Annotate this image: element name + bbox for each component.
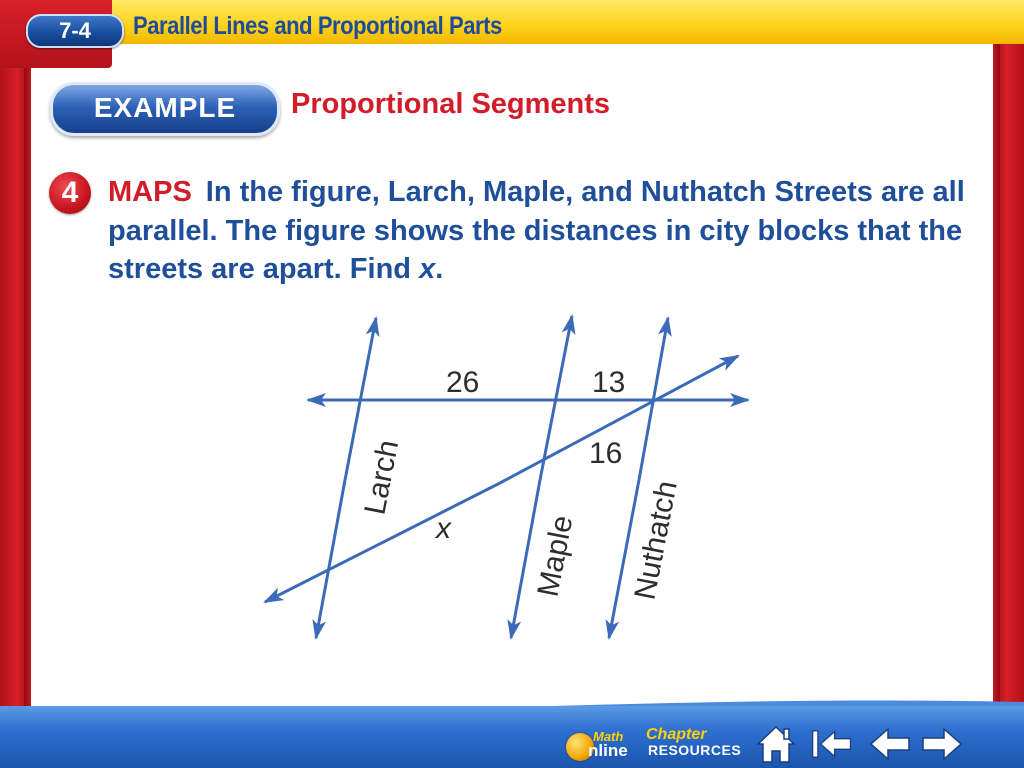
chapter-resources-button[interactable] [646,727,741,757]
problem-text-main: In the figure, Larch, Maple, and Nuthatch Streets are all parallel. The figure shows the distances in city blocks that the streets are apart. Find [108,176,965,285]
maple-street-line-upper [540,316,572,480]
previous-slide-icon[interactable] [868,722,912,766]
label-nuthatch: Nuthatch [628,478,684,603]
example-title: Proportional Segments [291,88,611,120]
label-x: x [436,512,451,545]
label-13: 13 [592,366,626,399]
problem-text-end: . [435,253,444,285]
example-badge: EXAMPLE [50,82,280,136]
first-slide-icon[interactable] [810,722,854,766]
problem-variable: x [419,253,436,285]
label-maple: Maple [531,512,580,600]
lesson-title: Parallel Lines and Proportional Parts [133,12,502,40]
larch-street-line-lower [316,480,345,638]
maple-street-line-lower [511,480,540,638]
problem-keyword: MAPS [108,176,192,208]
math-online-button[interactable] [566,727,638,763]
chapter-resources-label-bottom: RESOURCES [648,742,742,758]
lesson-number-badge: 7-4 [26,14,124,48]
next-slide-icon[interactable] [920,722,964,766]
nuthatch-street-line-lower [609,480,639,638]
chapter-resources-label-top: Chapter [646,726,707,743]
label-16: 16 [589,437,623,470]
math-online-label-bottom: nline [588,741,628,760]
label-26: 26 [446,366,480,399]
math-online-label-top: Math [593,729,624,744]
home-icon[interactable] [754,722,798,766]
label-larch: Larch [358,437,406,518]
problem-number-badge: 4 [49,172,91,214]
